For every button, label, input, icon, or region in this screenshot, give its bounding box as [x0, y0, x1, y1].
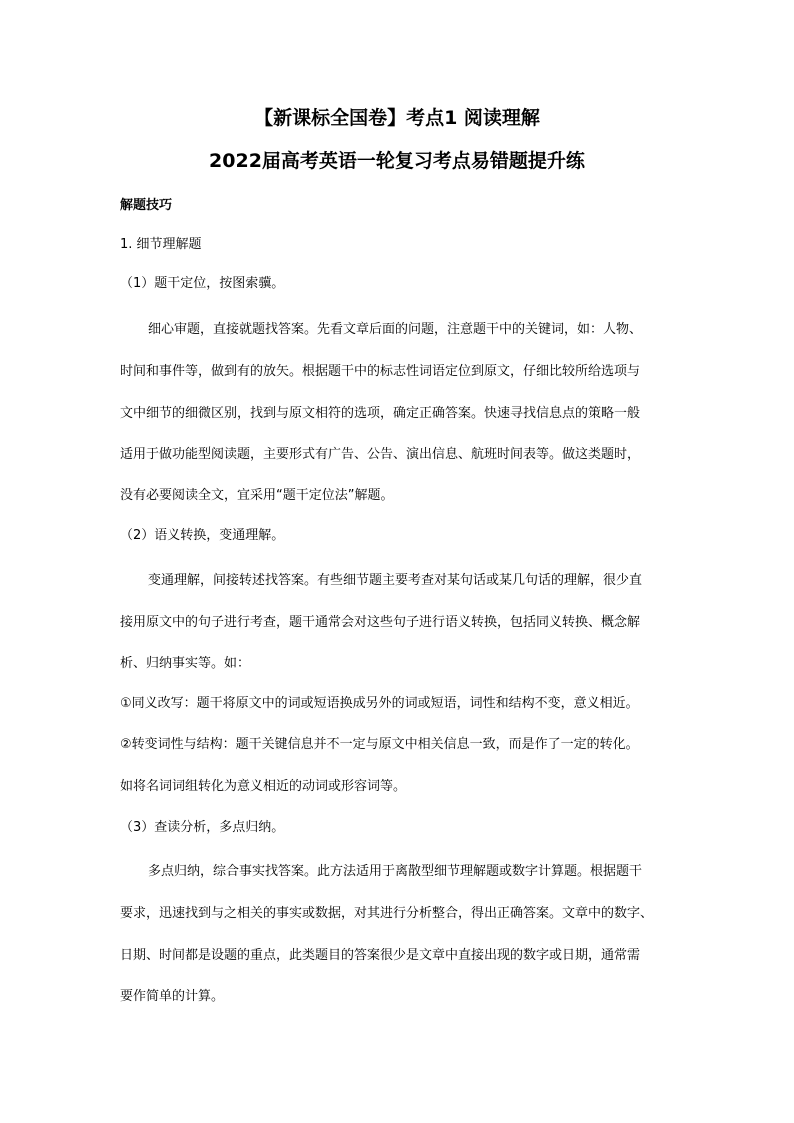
list-item: ②转变词性与结构：题干关键信息并不一定与原文中相关信息一致，而是作了一定的转化。: [120, 737, 639, 752]
paragraph-line: 多点归纳，综合事实找答案。此方法适用于离散型细节理解题或数字计算题。根据题干: [148, 864, 643, 879]
paragraph-line: 析、归纳事实等。如：: [120, 656, 251, 671]
paragraph-line: 变通理解，间接转述找答案。有些细节题主要考查对某句话或某几句话的理解，很少直: [148, 573, 643, 588]
paragraph-line: 文中细节的细微区别，找到与原文相符的选项，确定正确答案。快速寻找信息点的策略一般: [120, 406, 641, 421]
document-subtitle: 2022届高考英语一轮复习考点易错题提升练: [209, 150, 585, 172]
list-item: ①同义改写：题干将原文中的词或短语换成另外的词或短语，词性和结构不变，意义相近。: [120, 696, 639, 711]
paragraph-line: 要求，迅速找到与之相关的事实或数据，对其进行分析整合，得出正确答案。文章中的数字、: [120, 906, 654, 921]
section-title: 1. 细节理解题: [120, 237, 202, 252]
paragraph-line: 细心审题，直接就题找答案。先看文章后面的问题，注意题干中的关键词，如：人物、: [148, 322, 643, 337]
paragraph-line: 接用原文中的句子进行考查，题干通常会对这些句子进行语义转换，包括同义转换、概念解: [120, 615, 641, 630]
list-item: 如将名词词组转化为意义相近的动词或形容词等。: [120, 779, 407, 794]
paragraph-line: 要作简单的计算。: [120, 989, 225, 1004]
section-heading: 解题技巧: [120, 198, 173, 213]
subsection-title: （2）语义转换，变通理解。: [120, 528, 285, 543]
subsection-title: （1）题干定位，按图索骥。: [120, 276, 285, 291]
paragraph-line: 时间和事件等，做到有的放矢。根据题干中的标志性词语定位到原文，仔细比较所给选项与: [120, 364, 641, 379]
paragraph-line: 没有必要阅读全文，宜采用“题干定位法”解题。: [120, 488, 394, 503]
paragraph-line: 适用于做功能型阅读题，主要形式有广告、公告、演出信息、航班时间表等。做这类题时，: [120, 447, 641, 462]
document-title: 【新课标全国卷】考点1 阅读理解: [254, 107, 540, 129]
paragraph-line: 日期、时间都是设题的重点，此类题目的答案很少是文章中直接出现的数字或日期，通常需: [120, 948, 641, 963]
subsection-title: （3）查读分析，多点归纳。: [120, 820, 285, 835]
